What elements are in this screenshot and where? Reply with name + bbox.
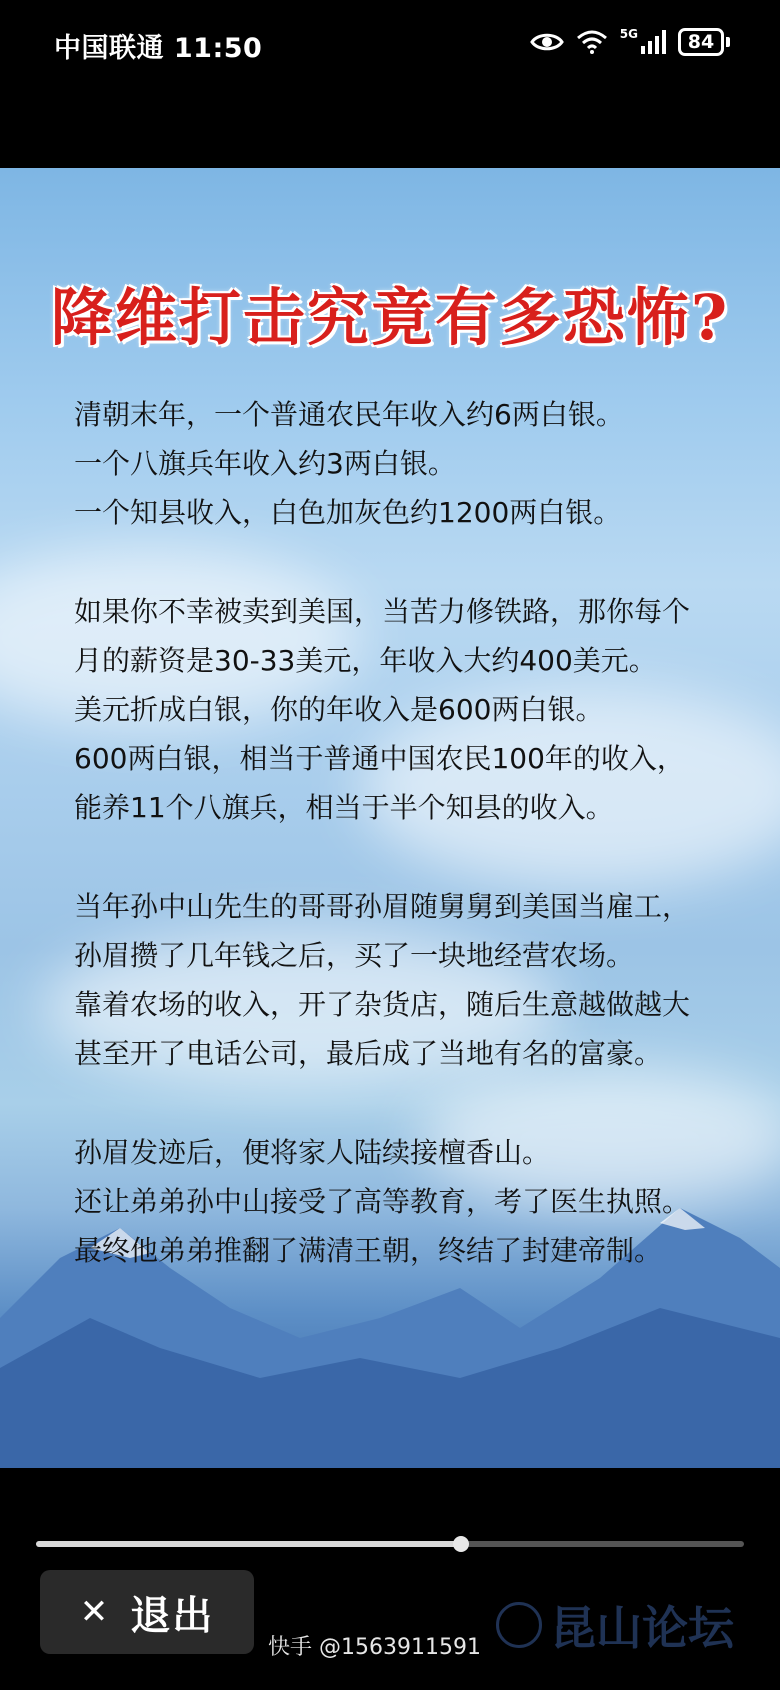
paragraph	[74, 587, 754, 832]
text-line: 能养11个八旗兵，相当于半个知县的收入。	[74, 791, 614, 824]
text-line: 孙眉攒了几年钱之后，买了一块地经营农场。	[74, 939, 635, 972]
paragraph	[74, 882, 754, 1078]
exit-button[interactable]	[40, 1570, 254, 1654]
text-line: 甚至开了电话公司，最后成了当地有名的富豪。	[74, 1037, 663, 1070]
forum-watermark-text: 昆山论坛	[550, 1601, 734, 1655]
text-line: 还让弟弟孙中山接受了高等教育，考了医生执照。	[74, 1185, 691, 1218]
close-icon: ✕	[79, 1592, 109, 1632]
text-line: 最终他弟弟推翻了满清王朝，终结了封建帝制。	[74, 1234, 663, 1267]
kuaishou-watermark: 快手 @1563911591	[268, 1635, 481, 1660]
text-line: 孙眉发迹后，便将家人陆续接檀香山。	[74, 1136, 551, 1169]
progress-fill	[36, 1541, 461, 1547]
poster-body	[74, 390, 754, 1325]
text-line: 一个知县收入，白色加灰色约1200两白银。	[74, 496, 622, 529]
carrier-time: 中国联通 11:50	[54, 33, 263, 64]
paragraph	[74, 390, 754, 537]
network-type: 5G	[619, 27, 638, 41]
progress-handle[interactable]	[453, 1536, 469, 1552]
text-line: 当年孙中山先生的哥哥孙眉随舅舅到美国当雇工，	[74, 890, 691, 923]
text-line: 月的薪资是30-33美元，年收入大约400美元。	[74, 644, 657, 677]
text-line: 靠着农场的收入，开了杂货店，随后生意越做越大	[74, 988, 691, 1021]
image-panel	[0, 168, 780, 1468]
video-progress-bar[interactable]	[36, 1541, 744, 1547]
status-bar	[0, 0, 780, 90]
wifi-icon	[576, 30, 608, 54]
paragraph	[74, 1128, 754, 1275]
battery-icon	[678, 28, 730, 56]
eye-icon	[530, 31, 564, 53]
signal-icon	[640, 30, 666, 54]
exit-label: 退出	[130, 1592, 215, 1639]
poster-title: 降维打击究竟有多恐怖?	[50, 281, 730, 354]
text-line: 600两白银，相当于普通中国农民100年的收入，	[74, 742, 685, 775]
forum-logo-icon	[496, 1602, 542, 1648]
text-line: 美元折成白银，你的年收入是600两白银。	[74, 693, 604, 726]
text-line: 如果你不幸被卖到美国，当苦力修铁路，那你每个	[74, 595, 691, 628]
text-line: 清朝末年，一个普通农民年收入约6两白银。	[74, 398, 624, 431]
status-icons	[530, 28, 730, 56]
battery-level: 84	[687, 31, 715, 53]
forum-watermark	[496, 1592, 734, 1658]
text-line: 一个八旗兵年收入约3两白银。	[74, 447, 456, 480]
